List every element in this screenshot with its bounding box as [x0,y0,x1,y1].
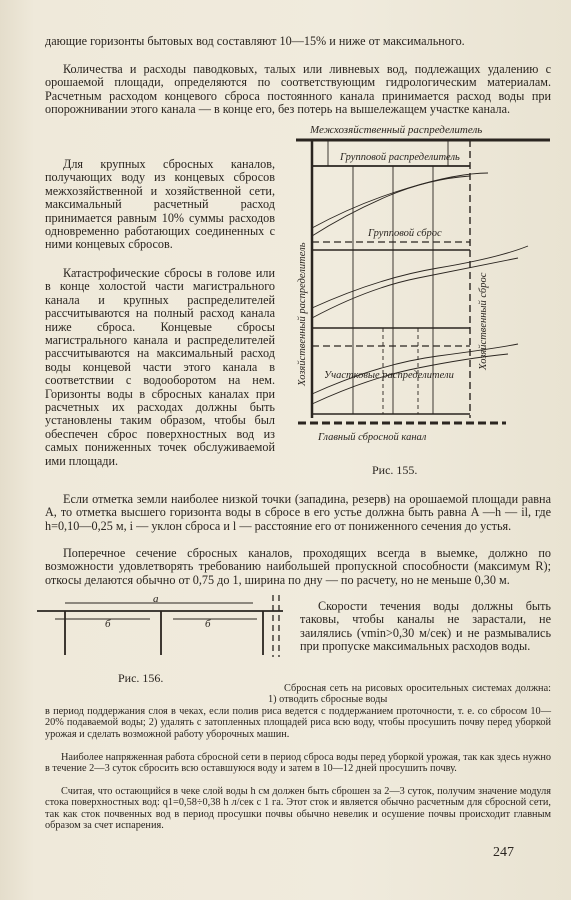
paragraph-cross-section: Поперечное сечение сбросных каналов, проходящих всегда в выемке, должно по возможности удовлетворять требованию наибольшей пропускной способности (максимум R); откосы делаются обычно от 0,75 до 1, ширина по дну — по расчету, но не меньше 0,30 м. [45,546,551,587]
label-farm-drain: Хозяйственный сброс [478,272,489,370]
figure-155-caption: Рис. 155. [372,463,418,477]
paragraph-catastrophic: Катастрофические сбросы в голове или в конце холостой части магистрального канала и крупных распределителей рассчитываются на полный расход канала ниже сброса. Концевые сбросы магистрального канала и распределителей рассчитываются на максимальный расход воды концевой части этого канала в соответствии с водооборотом на нем. Горизонты воды в сбросных каналах при расчетных их расходах должны быть установлены таким образом, чтобы был обеспечен сброс поверхностных вод из самых пониженных точек обслуживаемой ими площади. [45,266,275,468]
page-number: 247 [493,845,514,860]
small-print-paragraph-1: в период поддержания слоя в чеках, если полив риса ведется с поддержанием проточности, т. е. со сбросом 10—20% подаваемой воды; 2) удалять с затопленных площадей риса всю воду, чтобы просушить почву перед уборкой урожая и сделать возможной работу уборочных машин. [45,706,551,740]
small-print-first-line: Сбросная сеть на рисовых оросительных системах должна: 1) отводить сбросные воды [268,683,551,706]
figure-155 [288,118,556,458]
paragraph-floods: Количества и расходы паводковых, талых или ливневых вод, подлежащих удалению с орошаемой площади, определяются по соответствующим гидрологическим материалам. Расчетным расходом концевого сброса постоянного канала принимается расход воды при опорожнивании этого канала — в конце его, без потерь на вышележащем участке канала. [45,62,551,117]
label-group-distributor: Групповой распределитель [340,152,460,163]
label-farm-distributor: Хозяйственный распределитель [297,242,308,386]
label-group-drain: Групповой сброс [368,228,442,239]
label-main-drain-canal: Главный сбросной канал [318,432,427,443]
label-b-left: б [105,618,111,630]
label-inter-farm-distributor: Межхозяйственный распределитель [310,124,483,136]
label-a: а [153,595,159,605]
label-b-right: б [205,618,211,630]
figure-156 [35,595,295,665]
paragraph-velocity: Скорости течения воды должны быть таковы, чтобы каналы не зарастали, не заилялись (vmin>0,30 м/сек) и не размывались при пропуске максимальных расходов воды. [300,599,551,654]
paragraph-large-canals: Для крупных сбросных каналов, получающих воду из концевых сбросов межхозяйственной и хозяйственной сети, максимальный расчетный расход принимается равным 10% суммы расходов одновременно работающих соединенных с ними концевых сбросов. [45,157,275,252]
top-paragraph: дающие горизонты бытовых вод составляют 10—15% и ниже от максимального. [45,34,465,48]
label-plot-distributors: Участковые распределители [324,370,454,381]
small-print-paragraph-2: Наиболее напряженная работа сбросной сети в период сброса воды перед уборкой урожая, так как здесь нужно в течение 2—3 суток сбросить всю оставшуюся воду и затем в 10—12 дней просушить почву. [45,752,551,775]
paragraph-ground-mark: Если отметка земли наиболее низкой точки (западина, резерв) на орошаемой площади равна A, то отметка высшего горизонта воды в сбросе в его устье должна быть равна A —h — il, где h=0,10—0,25 м, i — уклон сброса и l — расстояние его от пониженного сечения до устья. [45,492,551,533]
figure-156-caption: Рис. 156. [118,671,164,685]
small-print-paragraph-3: Считая, что остающийся в чеке слой воды h см должен быть сброшен за 2—3 суток, получим значение модуля стока поверхностных вод: q1=0,58÷0,38 h л/сек с 1 га. Этот сток и является обычно расчетным для сбросной сети, так как сток почвенных вод в период просушки почвы обычно невелик и осушение почвы происходит главным образом за счет испарения. [45,786,551,831]
